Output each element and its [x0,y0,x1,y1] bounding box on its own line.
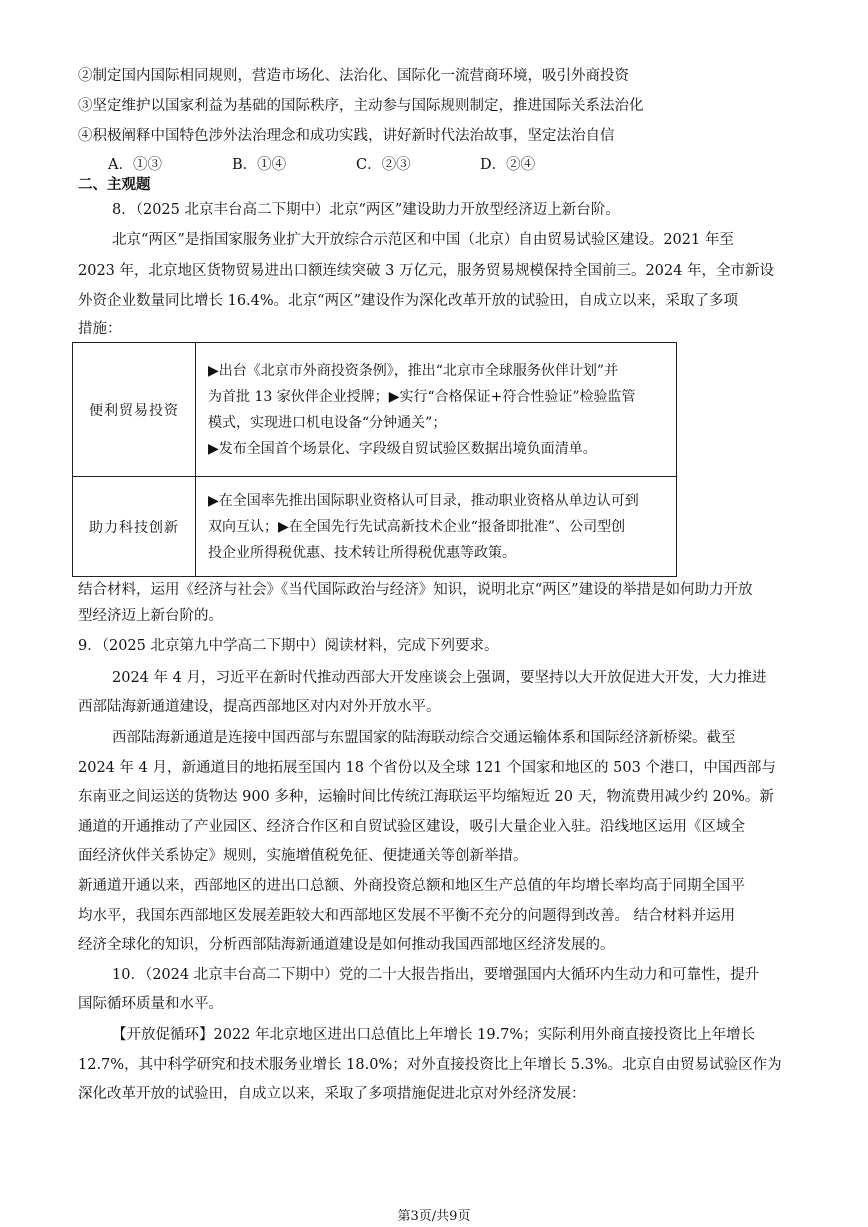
table-row [73,477,677,577]
q9-stem: 9．（2025 北京第九中学高二下期中）阅读材料，完成下列要求。 [78,638,499,654]
row-label: 助力科技创新 [73,477,196,577]
choice-b: B．①④ [232,157,287,173]
q9-para2-line: 西部陆海新通道是连接中国西部与东盟国家的陆海联动综合交通运输体系和国际经济新桥梁。截至 [112,730,736,746]
cell-line: 投企业所得税优惠、技术转让所得税优惠等政策。 [208,544,516,561]
q8-question-line: 结合材料，运用《经济与社会》《当代国际政治与经济》知识，说明北京“两区”建设的举措是如何助力开放 [78,582,753,598]
row-content [196,477,677,577]
row-content [196,343,677,477]
choice-c: C．②③ [356,157,411,173]
q10-stem-line: 国际循环质量和水平。 [78,996,223,1012]
q10-para-line: 【开放促循环】2022 年北京地区进出口总值比上年增长 19.7%；实际利用外商直接投资比上年增长 [112,1027,756,1043]
q8-para-line: 措施： [78,321,122,337]
q9-para2-line: 东南亚之间运送的货物达 900 多种，运输时间比传统江海联运平均缩短近 20 天，物流费用减少约 20%。新 [78,789,774,805]
q10-para-line: 12.7%，其中科学研究和技术服务业增长 18.0%；对外直接投资比上年增长 5.3%。北京自由贸易试验区作为 [78,1057,782,1073]
q10-para-line: 深化改革开放的试验田，自成立以来，采取了多项措施促进北京对外经济发展： [78,1086,586,1102]
table-row [73,343,677,477]
q7-option-4: ④积极阐释中国特色涉外法治理念和成功实践，讲好新时代法治故事，坚定法治自信 [78,128,615,144]
choice-a: A．①③ [108,157,162,173]
q9-para3-line: 经济全球化的知识，分析西部陆海新通道建设是如何推动我国西部地区经济发展的。 [78,937,615,953]
section-title: 二、主观题 [78,177,151,193]
q9-para1-line: 西部陆海新通道建设，提高西部地区对内对外开放水平。 [78,699,441,715]
q7-option-3: ③坚定维护以国家利益为基础的国际秩序，主动参与国际规则制定，推进国际关系法治化 [78,98,644,114]
choice-d: D．②④ [480,157,536,173]
q7-choices [108,155,708,175]
q8-para-line: 2023 年，北京地区货物贸易进出口额连续突破 3 万亿元，服务贸易规模保持全国前三。2024 年，全市新设 [78,263,774,279]
q9-para2-line: 2024 年 4 月，新通道目的地拓展至国内 18 个省份以及全球 121 个国家和地区的 503 个港口，中国西部与 [78,760,776,776]
q8-stem: 8．（2025 北京丰台高二下期中）北京“两区”建设助力开放型经济迈上新台阶。 [112,202,620,218]
q9-para2-line: 面经济伙伴关系协定》规则，实施增值税免征、便捷通关等创新举措。 [78,848,528,864]
cell-line: 双向互认；▶在全国先行先试高新技术企业“报备即批准”、公司型创 [208,518,626,535]
cell-line: 为首批 13 家伙伴企业授牌；▶实行“合格保证+符合性验证”检验监管 [208,388,636,405]
cell-line: ▶发布全国首个场景化、字段级自贸试验区数据出境负面清单。 [208,440,597,457]
q9-para1-line: 2024 年 4 月，习近平在新时代推动西部大开发座谈会上强调，要坚持以大开放促进大开发，大力推进 [112,670,767,686]
row-label: 便利贸易投资 [73,343,196,477]
cell-line: ▶出台《北京市外商投资条例》，推出“北京市全球服务伙伴计划”并 [208,362,619,379]
q8-para-line: 外资企业数量同比增长 16.4%。北京“两区”建设作为深化改革开放的试验田，自成立以来，采取了多项 [78,293,738,309]
q9-para2-line: 通道的开通推动了产业园区、经济合作区和自贸试验区建设，吸引大量企业入驻。沿线地区运用《区域全 [78,819,745,835]
q9-para3-line: 均水平，我国东西部地区发展差距较大和西部地区发展不平衡不充分的问题得到改善。 结合材料并运用 [78,908,736,924]
q7-option-2: ②制定国内国际相同规则，营造市场化、法治化、国际化一流营商环境，吸引外商投资 [78,68,629,84]
measures-table [72,342,677,577]
page-number: 第3页/共9页 [397,1209,471,1224]
q8-para-line: 北京“两区”是指国家服务业扩大开放综合示范区和中国（北京）自由贸易试验区建设。2021 年至 [112,232,734,248]
q8-question-line: 型经济迈上新台阶的。 [78,608,223,624]
q9-para3-line: 新通道开通以来，西部地区的进出口总额、外商投资总额和地区生产总值的年均增长率均高于同期全国平 [78,878,745,894]
q10-stem-line: 10．（2024 北京丰台高二下期中）党的二十大报告指出，要增强国内大循环内生动力和可靠性，提升 [112,967,760,983]
cell-line: ▶在全国率先推出国际职业资格认可目录，推动职业资格从单边认可到 [208,492,639,509]
cell-line: 模式，实现进口机电设备“分钟通关”； [208,414,447,431]
